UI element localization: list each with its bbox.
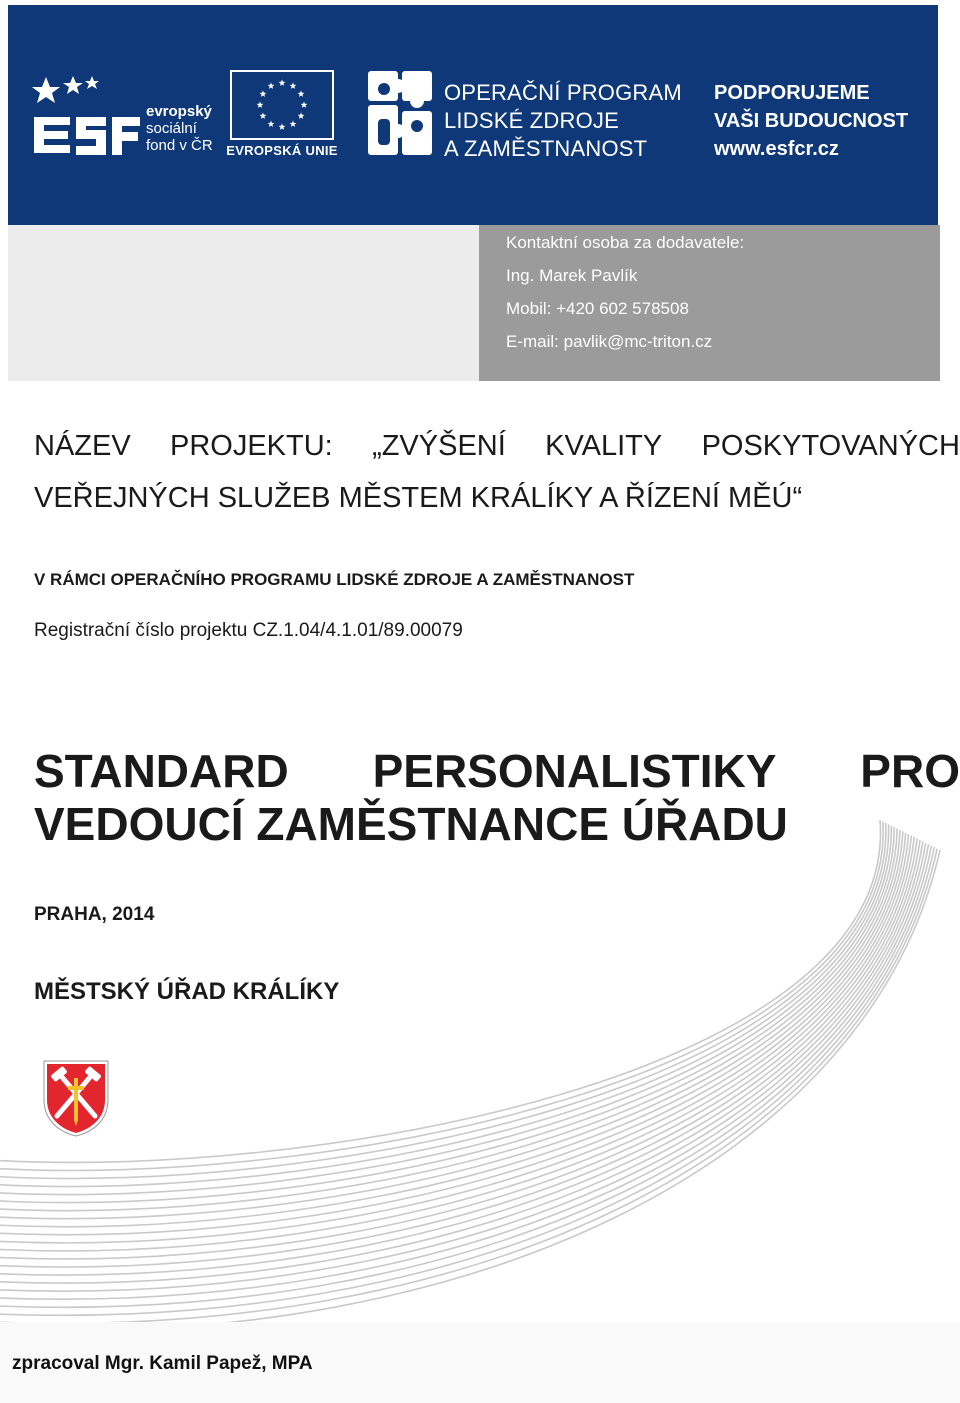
- wave-line: [0, 834, 909, 1243]
- op-line1: OPERAČNÍ PROGRAM: [444, 80, 682, 105]
- contact-box: [479, 225, 940, 381]
- eu-star-icon: [260, 112, 267, 119]
- puzzle-person-icon: [368, 71, 434, 162]
- author-credit: zpracoval Mgr. Kamil Papež, MPA: [12, 1353, 313, 1374]
- registration-number: Registrační číslo projektu CZ.1.04/4.1.01/89.00079: [34, 620, 463, 641]
- eu-star-icon: [260, 90, 267, 97]
- program-subtitle: V RÁMCI OPERAČNÍHO PROGRAMU LIDSKÉ ZDROJE A ZAMĚSTNANOST: [34, 570, 635, 589]
- contact-mobile: Mobil: +420 602 578508: [506, 299, 689, 318]
- support-line2: VAŠI BUDOUCNOST: [714, 110, 909, 132]
- eu-caption: EVROPSKÁ UNIE: [226, 143, 338, 158]
- eu-star-icon: [298, 90, 305, 97]
- project-title-line1: [34, 420, 960, 472]
- document-title-line1: [34, 745, 960, 798]
- project-title: [34, 420, 960, 524]
- project-title-word: „ZVÝŠENÍ: [372, 430, 506, 462]
- esf-letters-logo: [32, 75, 142, 157]
- project-title-line2: VEŘEJNÝCH SLUŽEB MĚSTEM KRÁLÍKY A ŘÍZENÍ MĚÚ“: [34, 482, 803, 514]
- eu-star-icon: [290, 82, 297, 89]
- project-title-word: PROJEKTU:: [170, 430, 333, 462]
- contact-heading: Kontaktní osoba za dodavatele:: [506, 233, 745, 252]
- document-title-line2: VEDOUCÍ ZAMĚSTNANCE ÚŘADU: [34, 798, 788, 850]
- esf-caption: [146, 103, 213, 154]
- wave-line: [0, 830, 900, 1219]
- contact-name: Ing. Marek Pavlík: [506, 266, 638, 285]
- op-title: [444, 79, 682, 163]
- esf-star-icon: [32, 77, 60, 103]
- support-url[interactable]: www.esfcr.cz: [714, 138, 839, 160]
- esf-star-tiny-icon: [85, 76, 99, 89]
- esf-caption-line3: fond v ČR: [146, 137, 213, 154]
- coat-of-arms-icon: [41, 1058, 111, 1138]
- op-line2: LIDSKÉ ZDROJE: [444, 108, 619, 133]
- eu-star-icon: [279, 123, 286, 130]
- contact-email[interactable]: E-mail: pavlik@mc-triton.cz: [506, 332, 713, 351]
- eu-star-icon: [298, 112, 305, 119]
- document-title-word: PRO: [860, 745, 960, 797]
- eu-star-icon: [301, 101, 308, 108]
- op-line3: A ZAMĚSTNANOST: [444, 136, 648, 161]
- document-title-word: PERSONALISTIKY: [372, 745, 777, 797]
- place-date: PRAHA, 2014: [34, 904, 155, 925]
- op-lzz-logo: [368, 67, 688, 167]
- wave-line: [0, 829, 897, 1211]
- eu-star-icon: [268, 82, 275, 89]
- support-slogan: [714, 79, 908, 163]
- eu-star-icon: [257, 101, 264, 108]
- eu-star-icon: [268, 120, 275, 127]
- support-line1: PODPORUJEME: [714, 82, 870, 104]
- wave-line: [0, 837, 914, 1259]
- eu-star-icon: [290, 120, 297, 127]
- esf-caption-line1: evropský: [146, 103, 212, 120]
- header-banner: [8, 5, 938, 225]
- project-title-word: NÁZEV: [34, 430, 131, 462]
- document-title: [34, 745, 960, 851]
- project-title-word: POSKYTOVANÝCH: [701, 430, 960, 462]
- eu-flag-icon: [230, 70, 334, 140]
- esf-logo: [32, 65, 222, 160]
- document-title-word: STANDARD: [34, 745, 289, 797]
- eu-logo: [226, 68, 338, 160]
- wave-line: [0, 836, 911, 1251]
- esf-star-small-icon: [63, 76, 83, 94]
- eu-star-icon: [279, 79, 286, 86]
- project-title-word: KVALITY: [545, 430, 663, 462]
- esf-caption-line2: sociální: [146, 120, 197, 137]
- office-name: MĚSTSKÝ ÚŘAD KRÁLÍKY: [34, 978, 340, 1005]
